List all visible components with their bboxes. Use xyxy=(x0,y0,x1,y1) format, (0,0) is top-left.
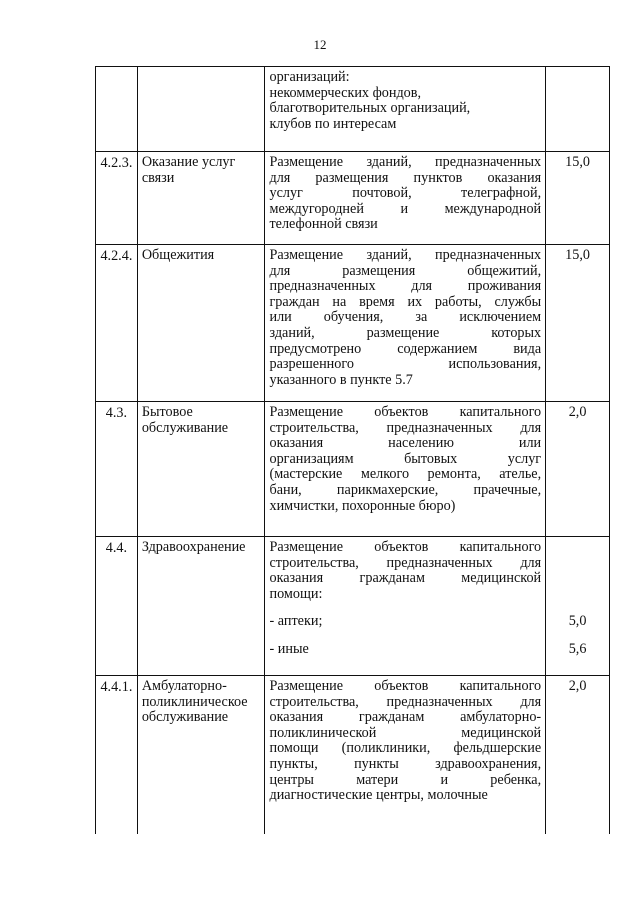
value-text: 15,0 xyxy=(565,154,590,170)
code-text xyxy=(100,70,133,71)
description-line: для размещения общежитий, xyxy=(269,262,542,279)
value-text: 5,6 xyxy=(568,640,587,657)
code-text: 4.2.4. xyxy=(100,248,133,264)
description-line: Размещение объектов капитального xyxy=(269,678,542,694)
description-line: оказания гражданам амбулаторно- xyxy=(269,709,542,726)
value-cell xyxy=(546,152,610,245)
name-cell xyxy=(137,152,265,245)
name-text: Бытовое обслуживание xyxy=(141,404,229,436)
code-text: 4.3. xyxy=(105,405,128,421)
code-cell xyxy=(96,537,138,676)
code-cell xyxy=(96,67,138,152)
description-line: междугородней и международной xyxy=(269,200,542,217)
description-line: для размещения пунктов оказания xyxy=(269,169,542,186)
description-line: строительства, предназначенных для xyxy=(269,693,542,710)
description-line: Размещение зданий, предназначенных xyxy=(269,247,542,263)
table-row xyxy=(96,402,610,537)
description-cell xyxy=(265,67,546,152)
description-line: указанного в пункте 5.7 xyxy=(269,371,413,388)
code-text: 4.2.3. xyxy=(100,155,133,171)
value-cell xyxy=(546,245,610,402)
name-cell xyxy=(137,537,265,676)
description-line: строительства, предназначенных для xyxy=(269,419,542,436)
description-line: оказания населению или xyxy=(269,435,542,452)
description-line: Размещение объектов капитального xyxy=(269,404,542,420)
description-line: телефонной связи xyxy=(269,216,378,233)
description-line: предусмотрено содержанием вида xyxy=(269,340,542,357)
name-text: Оказание услуг связи xyxy=(141,154,236,186)
name-cell xyxy=(137,676,265,835)
page-number: 12 xyxy=(313,37,327,52)
description-line: химчистки, похоронные бюро) xyxy=(269,497,456,514)
description-line: помощи (поликлиники, фельдшерские xyxy=(269,740,542,757)
code-cell xyxy=(96,152,138,245)
name-text: Амбулаторно-поликлиническое обслуживание xyxy=(141,678,248,726)
code-cell xyxy=(96,245,138,402)
description-cell xyxy=(265,402,546,537)
description-line: Размещение объектов капитального xyxy=(269,539,542,555)
table-row xyxy=(96,537,610,676)
description-line: или обучения, за исключением xyxy=(269,309,542,326)
name-cell xyxy=(137,402,265,537)
sub-item: - иные xyxy=(269,640,309,657)
description-cell xyxy=(265,152,546,245)
description-line: центры матери и ребенка, xyxy=(269,771,542,788)
description-line: организаций: xyxy=(269,69,350,85)
description-cell xyxy=(265,245,546,402)
description-line: диагностические центры, молочные xyxy=(269,787,488,804)
description-line: помощи: xyxy=(269,585,323,602)
name-cell xyxy=(137,67,265,152)
description-line: (мастерские мелкого ремонта, ателье, xyxy=(269,466,542,483)
value-text: 15,0 xyxy=(565,247,590,263)
description-line: разрешенного использования, xyxy=(269,356,542,373)
description-line: предназначенных для проживания xyxy=(269,278,542,295)
description-line: бани, парикмахерские, прачечные, xyxy=(269,481,542,498)
table-row xyxy=(96,67,610,152)
description-line: граждан на время их работы, службы xyxy=(269,293,542,310)
description-line: оказания гражданам медицинской xyxy=(269,570,542,587)
description-line: благотворительных организаций, xyxy=(269,100,471,117)
description-line: услуг почтовой, телеграфной, xyxy=(269,185,542,202)
value-cell xyxy=(546,402,610,537)
land-use-table xyxy=(95,66,610,834)
description-line: организациям бытовых услуг xyxy=(269,450,542,467)
code-text: 4.4.1. xyxy=(100,679,133,695)
value-cell xyxy=(546,537,610,676)
description-line: клубов по интересам xyxy=(269,115,397,132)
sub-item: - аптеки; xyxy=(269,613,323,630)
code-cell xyxy=(96,402,138,537)
description-line: пункты, пункты здравоохранения, xyxy=(269,755,542,772)
code-text: 4.4. xyxy=(105,540,128,556)
value-cell xyxy=(546,67,610,152)
name-cell xyxy=(137,245,265,402)
value-text: 5,0 xyxy=(568,613,587,630)
name-text: Здравоохранение xyxy=(141,539,246,555)
description-line: Размещение зданий, предназначенных xyxy=(269,154,542,170)
description-line: некоммерческих фондов, xyxy=(269,84,422,101)
code-cell xyxy=(96,676,138,835)
value-cell xyxy=(546,676,610,835)
table-row xyxy=(96,676,610,835)
description-cell xyxy=(265,676,546,835)
value-text: 2,0 xyxy=(568,404,587,420)
description-line: строительства, предназначенных для xyxy=(269,554,542,571)
name-text: Общежития xyxy=(141,247,215,263)
table-row xyxy=(96,245,610,402)
value-text: 2,0 xyxy=(568,678,587,694)
table-row xyxy=(96,152,610,245)
description-line: зданий, размещение которых xyxy=(269,324,542,341)
description-line: поликлинической медицинской xyxy=(269,724,542,741)
description-cell xyxy=(265,537,546,676)
